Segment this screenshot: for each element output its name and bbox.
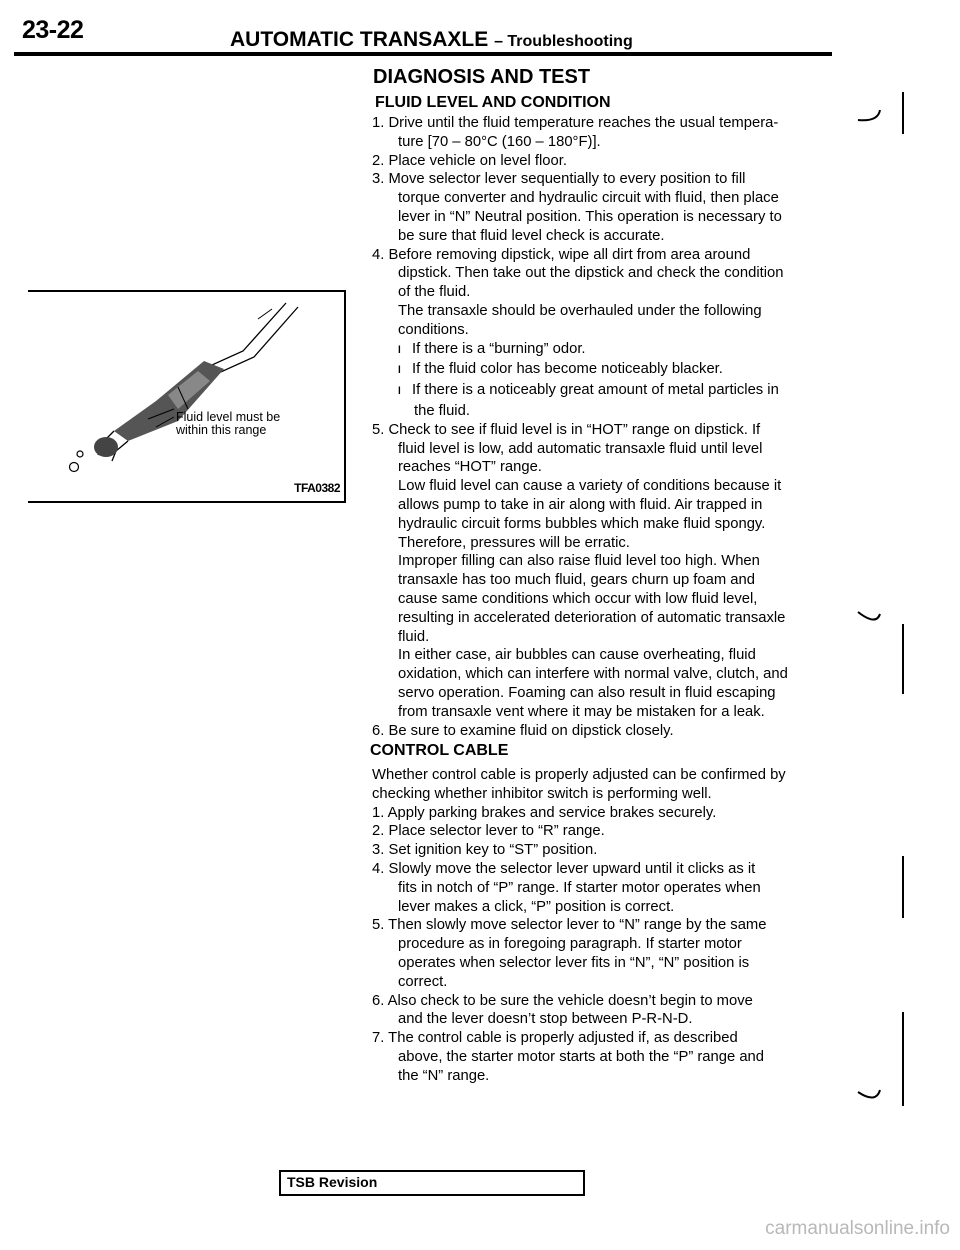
list-item: 3. Move selector lever sequentially to every position to fill [372,171,746,188]
list-item: from transaxle vent where it may be mistaken for a leak. [398,703,765,720]
paragraph: checking whether inhibitor switch is performing well. [372,785,712,802]
list-item: 5. Then slowly move selector lever to “N” range by the same [372,917,767,934]
heading-diagnosis: DIAGNOSIS AND TEST [373,66,591,88]
list-item: 3. Set ignition key to “ST” position. [372,842,598,859]
bullet-icon: l [398,365,401,377]
list-item: 5. Check to see if fluid level is in “HOT” range on dipstick. If [372,421,761,438]
bullet-icon: l [398,386,401,398]
list-item: 6. Also check to be sure the vehicle doesn’t begin to move [372,992,753,1009]
list-item: 4. Before removing dipstick, wipe all dirt from area around [372,246,751,263]
list-item: fits in notch of “P” range. If starter motor operates when [398,879,761,896]
list-item: fluid. [398,628,430,645]
paragraph: Whether control cable is properly adjusted can be confirmed by [372,767,786,783]
tsb-revision-label: TSB Revision [287,1174,378,1190]
bullet-item: l If there is a noticeably great amount of metal particles in [372,381,832,402]
list-item: resulting in accelerated deterioration of automatic transaxle [398,609,786,626]
list-item: allows pump to take in air along with fluid. Air trapped in [398,496,763,513]
list-item: correct. [398,973,448,990]
list-item: above, the starter motor starts at both the “P” range and [398,1048,765,1065]
list-item: 4. Slowly move the selector lever upward until it clicks as it [372,860,756,877]
list-item: The transaxle should be overhauled under the following [398,302,762,319]
list-item: 2. Place vehicle on level floor. [372,152,567,169]
bullet-item: l If the fluid color has become noticeably blacker. [372,360,832,381]
list-item: of the fluid. [398,284,471,301]
list-item: Therefore, pressures will be erratic. [398,534,630,551]
list-item: 7. The control cable is properly adjusted if, as described [372,1030,738,1047]
header-rule [14,52,832,56]
page-title [230,28,633,52]
list-item: cause same conditions which occur with low fluid level, [398,590,758,607]
list-item: 6. Be sure to examine fluid on dipstick closely. [372,722,674,739]
bullet-item: l If there is a “burning” odor. [372,340,832,361]
list-item: oxidation, which can interfere with normal valve, clutch, and [398,666,788,683]
margin-bar [902,92,904,134]
list-item: conditions. [398,321,469,338]
watermark: carmanualsonline.info [765,1218,950,1239]
callout-line: within this range [176,423,267,437]
list-item: Low fluid level can cause a variety of conditions because it [398,478,782,495]
list-item: be sure that fluid level check is accurate. [398,227,665,244]
list-item: fluid level is low, add automatic transaxle fluid until level [398,440,763,457]
list-item: Improper filling can also raise fluid level too high. When [398,553,760,570]
list-item: In either case, air bubbles can cause overheating, fluid [398,647,756,664]
list-item: operates when selector lever fits in “N”, “N” position is [398,954,750,971]
margin-bar [902,856,904,918]
margin-bar [902,624,904,694]
list-item: the fluid. [414,402,470,419]
list-item: dipstick. Then take out the dipstick and check the condition [398,265,784,282]
list-item: reaches “HOT” range. [398,459,542,476]
figure-code: TFA0382 [294,481,340,495]
section-subtitle: – Troubleshooting [494,33,633,50]
figure-callout [176,411,280,437]
list-item: torque converter and hydraulic circuit with fluid, then place [398,190,779,207]
heading-control-cable: CONTROL CABLE [370,742,509,759]
list-item: 2. Place selector lever to “R” range. [372,823,605,840]
list-item: lever in “N” Neutral position. This operation is necessary to [398,208,782,225]
list-item: servo operation. Foaming can also result in fluid escaping [398,684,776,701]
list-item: 1. Drive until the fluid temperature reaches the usual tempera- [372,115,779,131]
dipstick-illustration [28,291,344,501]
list-item: transaxle has too much fluid, gears churn up foam and [398,572,755,589]
fluid-procedure [372,114,832,740]
list-item: 1. Apply parking brakes and service brakes securely. [372,804,717,821]
page-number: 23-22 [22,16,84,44]
section-title: AUTOMATIC TRANSAXLE [230,28,489,51]
list-item: procedure as in foregoing paragraph. If starter motor [398,936,742,953]
cable-procedure [372,766,832,1086]
list-item: lever makes a click, “P” position is correct. [398,898,675,915]
list-item: hydraulic circuit forms bubbles which make fluid spongy. [398,515,766,532]
tsb-revision-box [279,1170,585,1196]
bullet-icon: l [398,344,401,356]
callout-line: Fluid level must be [176,410,281,424]
dipstick-figure [28,291,346,503]
margin-bar [902,1012,904,1106]
list-item: the “N” range. [398,1067,490,1084]
list-item: and the lever doesn’t stop between P-R-N-D. [398,1011,693,1028]
heading-fluid-level: FLUID LEVEL AND CONDITION [375,94,611,111]
list-item: ture [70 – 80°C (160 – 180°F)]. [398,133,601,150]
